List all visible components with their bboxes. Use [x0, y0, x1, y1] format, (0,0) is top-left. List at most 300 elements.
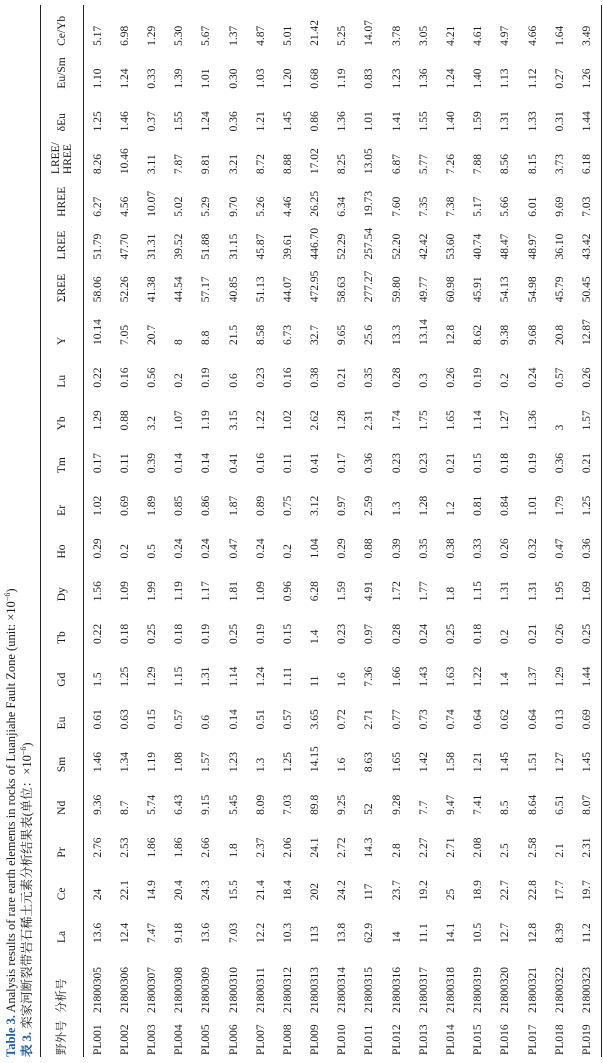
caption-text-en: Analysis results of rare earth elements in rocks of Luanjiahe Fault Zone (unit: ×10: [4, 601, 18, 1013]
table-cell: 1.25: [573, 475, 601, 518]
table-cell: PL003: [145, 1024, 158, 1055]
table-cell: 1.2: [445, 501, 458, 516]
table-cell: 1.20: [281, 68, 294, 89]
table-cell: 36.10: [553, 233, 566, 260]
column-header: 分析号: [41, 945, 84, 1015]
table-cell: 0.19: [254, 623, 267, 644]
table-cell: 0.36: [227, 111, 240, 132]
table-cell: PL019: [573, 1015, 601, 1057]
table-cell: 0.18: [472, 623, 485, 644]
table-cell: 0.96: [281, 581, 294, 602]
table-cell: 21.5: [227, 324, 240, 345]
table-cell: 22.8: [526, 880, 539, 901]
table-cell: 1.03: [254, 68, 267, 89]
table-row: [546, 5, 573, 1057]
table-cell: 2.27: [417, 837, 430, 858]
table-cell: 21800314: [336, 967, 349, 1013]
table-cell: 9.68: [526, 324, 539, 345]
table-cell: 1.21: [472, 752, 485, 773]
table-cell: 0.5: [145, 544, 158, 559]
table-cell: 0.19: [472, 367, 485, 388]
table-cell: 2.08: [472, 837, 485, 858]
table-cell: 0.11: [118, 453, 131, 474]
table-cell: 2.71: [363, 709, 376, 730]
table-cell: 8.07: [573, 774, 601, 817]
column-header: Dy: [41, 561, 84, 604]
table-row: [383, 5, 410, 1057]
table-cell: 45.91: [472, 276, 485, 303]
table-cell: 0.2: [281, 544, 294, 559]
table-cell: 53.60: [445, 233, 458, 260]
ree-results-table: [40, 5, 602, 1057]
table-cell: 0.64: [472, 709, 485, 730]
table-cell: 0.25: [445, 623, 458, 644]
table-cell: 9.65: [336, 324, 349, 345]
table-cell: 1.19: [336, 68, 349, 89]
table-cell: 1.02: [91, 495, 104, 516]
table-cell: 0.16: [254, 452, 267, 474]
table-cell: 3.15: [227, 410, 240, 431]
table-cell: 8.8: [200, 330, 213, 345]
table-cell: 1.39: [173, 68, 186, 89]
table-cell: 13.6: [91, 922, 104, 943]
table-cell: 40.85: [227, 276, 240, 303]
table-cell: 0.15: [281, 623, 294, 644]
table-cell: 6.27: [91, 196, 104, 217]
table-cell: 2.53: [118, 837, 131, 858]
table-cell: 4.91: [363, 581, 376, 602]
table-cell: 2.62: [309, 410, 322, 431]
table-cell: 1.22: [254, 410, 267, 431]
table-cell: PL010: [336, 1024, 349, 1055]
table-cell: 1.55: [417, 111, 430, 132]
table-cell: 1.65: [390, 752, 403, 773]
table-cell: 4.21: [445, 25, 458, 46]
table-cell: 1.5: [91, 672, 104, 687]
table-row: [84, 5, 112, 1057]
table-cell: 1.24: [118, 68, 131, 89]
table-cell: 1.66: [390, 666, 403, 687]
table-cell: 2.58: [526, 837, 539, 858]
table-cell: 9.25: [336, 794, 349, 815]
table-cell: 0.13: [553, 709, 566, 730]
table-cell: 23.7: [390, 880, 403, 901]
table-cell: 1.46: [118, 111, 131, 132]
table-cell: 1.12: [526, 68, 539, 89]
table-cell: 7.60: [390, 196, 403, 217]
table-cell: 21800320: [499, 967, 512, 1013]
table-cell: 10.5: [472, 922, 485, 943]
table-cell: 52.26: [118, 276, 131, 303]
table-cell: 0.89: [254, 495, 267, 516]
table-cell: 5.25: [336, 25, 349, 46]
caption-text-zh: 栾家河断裂带岩石稀土元素分析结果表(单位：×10: [20, 755, 34, 1029]
column-header: Yb: [41, 390, 84, 433]
table-cell: PL009: [309, 1024, 322, 1055]
caption-unit-exponent-zh: −6: [18, 746, 28, 756]
table-cell: 1.29: [91, 410, 104, 431]
column-header: Gd: [41, 646, 84, 689]
table-cell: 2.1: [553, 843, 566, 858]
table-cell: 12.2: [254, 922, 267, 943]
table-cell: 0.39: [390, 538, 403, 559]
table-cell: 24: [91, 888, 104, 901]
table-cell: 1.42: [417, 752, 430, 773]
table-row: [220, 5, 247, 1057]
table-cell: 5.17: [472, 196, 485, 217]
table-cell: 0.25: [145, 623, 158, 644]
table-cell: 1.86: [145, 837, 158, 858]
table-cell: 12.4: [118, 922, 131, 943]
table-cell: 1.64: [553, 25, 566, 46]
table-cell: 8.26: [91, 153, 104, 175]
table-cell: 1.99: [145, 581, 158, 602]
table-cell: 0.3: [417, 373, 430, 388]
table-cell: 21800308: [173, 967, 186, 1013]
table-cell: 1.65: [445, 410, 458, 431]
table-cell: 1.75: [417, 410, 430, 431]
table-cell: 5.02: [173, 196, 186, 217]
table-cell: 1.45: [281, 111, 294, 132]
table-cell: 0.25: [227, 623, 240, 644]
table-cell: 54.98: [526, 276, 539, 303]
table-cell: 0.6: [200, 715, 213, 730]
table-cell: 8.7: [118, 800, 131, 815]
column-header: ΣREE: [41, 262, 84, 305]
table-cell: 21800311: [254, 967, 267, 1013]
table-cell: PL016: [499, 1024, 512, 1055]
table-cell: 0.15: [145, 709, 158, 730]
table-cell: 2.76: [91, 837, 104, 858]
table-cell: 13.6: [200, 922, 213, 943]
table-cell: 21800306: [118, 967, 131, 1013]
table-cell: 0.36: [363, 452, 376, 474]
table-cell: 0.28: [390, 623, 403, 644]
table-cell: 19.2: [417, 880, 430, 901]
table-cell: PL008: [281, 1024, 294, 1055]
table-cell: 7.35: [417, 196, 430, 217]
table-cell: 51.88: [200, 233, 213, 260]
table-cell: 1.95: [553, 581, 566, 602]
table-cell: 11: [309, 675, 322, 687]
table-cell: 52.29: [336, 233, 349, 260]
table-cell: 44.54: [173, 276, 186, 303]
table-cell: 0.23: [336, 623, 349, 644]
table-cell: 3: [553, 424, 566, 431]
table-cell: 1.59: [336, 581, 349, 602]
table-caption: [4, 7, 35, 1057]
table-cell: 5.74: [145, 794, 158, 815]
table-cell: 0.26: [499, 538, 512, 559]
caption-english: [4, 7, 19, 1057]
table-row: [111, 5, 138, 1057]
table-cell: 10.3: [281, 922, 294, 943]
table-cell: 0.72: [336, 709, 349, 730]
caption-label-en: Table 3.: [4, 1015, 18, 1057]
table-cell: 0.63: [118, 709, 131, 730]
table-cell: 0.23: [390, 452, 403, 474]
table-cell: 8.88: [281, 153, 294, 175]
table-cell: 1.29: [145, 25, 158, 46]
table-cell: 1.27: [499, 410, 512, 431]
table-row: [247, 5, 274, 1057]
table-cell: 6.98: [118, 25, 131, 46]
table-cell: 0.16: [118, 367, 131, 388]
table-cell: 43.42: [573, 219, 601, 262]
caption-chinese: [19, 7, 35, 1057]
table-cell: 1.63: [445, 666, 458, 687]
table-cell: 0.83: [363, 68, 376, 89]
table-cell: 0.19: [200, 623, 213, 644]
column-header: Er: [41, 475, 84, 518]
table-cell: 0.81: [472, 495, 485, 516]
table-cell: 1.27: [553, 752, 566, 773]
table-cell: 8.09: [254, 794, 267, 815]
table-cell: 21800315: [363, 967, 376, 1013]
table-cell: 1.6: [336, 757, 349, 773]
table-row: [138, 5, 165, 1057]
table-cell: 14.1: [445, 922, 458, 943]
table-cell: 3.78: [390, 25, 403, 46]
column-header: δEu: [41, 91, 84, 134]
table-cell: 21800313: [309, 967, 322, 1013]
table-cell: 1.23: [390, 68, 403, 89]
table-cell: 0.24: [417, 623, 430, 644]
table-cell: 31.31: [145, 233, 158, 260]
table-cell: 60.98: [445, 276, 458, 303]
column-header: Eu: [41, 689, 84, 732]
table-cell: 202: [309, 883, 322, 901]
table-cell: 59.80: [390, 276, 403, 303]
table-cell: 1.34: [118, 752, 131, 773]
table-cell: 0.57: [173, 709, 186, 730]
table-cell: 1.36: [526, 410, 539, 431]
table-row: [329, 5, 356, 1057]
table-cell: 1.25: [91, 111, 104, 132]
table-cell: 7.26: [445, 153, 458, 175]
table-cell: 1.45: [573, 731, 601, 774]
table-cell: 21800309: [200, 967, 213, 1013]
table-cell: 0.41: [309, 452, 322, 474]
table-cell: 2.06: [281, 837, 294, 858]
table-cell: 6.28: [309, 581, 322, 602]
table-cell: 277.27: [363, 270, 376, 303]
table-cell: 10.07: [145, 190, 158, 217]
table-cell: 1.37: [227, 25, 240, 46]
table-cell: 1.02: [281, 410, 294, 431]
table-cell: PL018: [553, 1024, 566, 1055]
table-cell: 0.88: [363, 538, 376, 559]
column-header: Tb: [41, 603, 84, 646]
table-cell: 0.2: [118, 544, 131, 559]
table-cell: 2.72: [336, 837, 349, 858]
table-cell: 0.86: [200, 495, 213, 516]
table-cell: 257.54: [363, 227, 376, 260]
table-cell: 1.57: [200, 752, 213, 773]
table-cell: 8: [173, 339, 186, 345]
table-cell: 0.26: [445, 367, 458, 388]
table-cell: 8.39: [553, 922, 566, 943]
table-cell: 6.34: [336, 196, 349, 217]
table-cell: 1.09: [254, 581, 267, 602]
table-cell: 1.01: [526, 495, 539, 516]
table-cell: 24.2: [336, 880, 349, 901]
table-cell: 5.66: [499, 196, 512, 217]
table-row: [573, 5, 601, 1057]
table-cell: 0.77: [390, 709, 403, 730]
table-cell: 1.4: [309, 629, 322, 644]
table-row: [519, 5, 546, 1057]
table-cell: 0.16: [281, 367, 294, 388]
table-cell: 2.31: [363, 410, 376, 431]
table-cell: 2.66: [200, 837, 213, 858]
table-cell: 8.25: [336, 153, 349, 175]
table-cell: 13.3: [390, 324, 403, 345]
table-cell: 3.49: [573, 5, 601, 48]
table-cell: 1.04: [309, 538, 322, 559]
table-cell: 48.97: [526, 233, 539, 260]
table-cell: 52.20: [390, 233, 403, 260]
table-cell: 47.70: [118, 233, 131, 260]
table-cell: 42.42: [417, 233, 430, 260]
table-cell: 0.18: [173, 623, 186, 644]
table-cell: 1.17: [200, 581, 213, 602]
table-cell: 1.13: [499, 68, 512, 89]
table-cell: PL004: [173, 1024, 186, 1055]
table-row: [356, 5, 383, 1057]
table-cell: 1.23: [227, 752, 240, 773]
table-cell: 52: [363, 803, 376, 815]
table-cell: 0.14: [200, 452, 213, 474]
table-cell: 1.26: [573, 48, 601, 91]
table-cell: 2.8: [390, 843, 403, 858]
table-cell: 12.8: [526, 922, 539, 943]
table-cell: 1.79: [553, 495, 566, 516]
table-cell: 1.33: [526, 111, 539, 132]
table-row: [274, 5, 301, 1057]
column-header: Ce/Yb: [41, 5, 84, 48]
table-cell: 1.51: [526, 752, 539, 773]
column-header: Lu: [41, 347, 84, 390]
table-cell: PL006: [227, 1024, 240, 1055]
table-cell: 22.1: [118, 880, 131, 901]
table-cell: 0.38: [309, 367, 322, 388]
table-cell: 0.2: [499, 629, 512, 644]
caption-label-zh: 表 3.: [20, 1031, 34, 1057]
table-cell: 5.30: [173, 25, 186, 46]
table-cell: 51.79: [91, 233, 104, 260]
table-cell: 1.01: [200, 68, 213, 89]
table-cell: 39.61: [281, 233, 294, 260]
table-cell: 32.7: [309, 324, 322, 345]
table-cell: 7.88: [472, 153, 485, 175]
table-cell: 0.88: [118, 410, 131, 431]
table-cell: 2.59: [363, 495, 376, 516]
table-cell: 0.64: [526, 709, 539, 730]
table-cell: 7.03: [281, 794, 294, 815]
table-cell: 0.26: [573, 347, 601, 390]
column-header: La: [41, 902, 84, 945]
table-cell: 0.14: [227, 709, 240, 730]
table-cell: 0.33: [145, 68, 158, 89]
table-cell: 39.52: [173, 233, 186, 260]
table-cell: 0.24: [254, 538, 267, 559]
table-cell: 1.69: [573, 561, 601, 604]
table-row: [410, 5, 437, 1057]
table-cell: 11.2: [573, 902, 601, 945]
table-cell: 1.74: [390, 410, 403, 431]
table-cell: 1.09: [118, 581, 131, 602]
table-cell: 0.33: [472, 538, 485, 559]
table-cell: 8.5: [499, 800, 512, 815]
table-cell: 0.41: [227, 452, 240, 474]
caption-unit-exponent-en: −6: [2, 592, 12, 602]
table-cell: 0.21: [526, 623, 539, 644]
table-cell: 9.81: [200, 153, 213, 175]
table-cell: 0.36: [573, 518, 601, 561]
table-cell: 1.25: [118, 666, 131, 687]
table-cell: 45.87: [254, 233, 267, 260]
table-row: [492, 5, 519, 1057]
table-cell: 45.79: [553, 276, 566, 303]
table-cell: 1.19: [200, 410, 213, 431]
table-cell: 0.24: [526, 367, 539, 388]
table-cell: 58.06: [91, 276, 104, 303]
table-cell: 1.15: [472, 581, 485, 602]
table-cell: 14: [390, 931, 403, 943]
column-header: LREE/ HREE: [41, 133, 84, 176]
table-cell: 472.95: [309, 270, 322, 303]
table-cell: 0.35: [363, 367, 376, 388]
table-cell: 0.35: [417, 538, 430, 559]
table-cell: 7.87: [173, 153, 186, 175]
table-cell: 1.07: [173, 410, 186, 431]
table-cell: 4.56: [118, 196, 131, 217]
table-cell: 0.24: [200, 538, 213, 559]
table-cell: 0.22: [91, 623, 104, 644]
table-cell: 0.14: [173, 452, 186, 474]
table-cell: 22.7: [499, 880, 512, 901]
table-row: [465, 5, 492, 1057]
table-cell: 3.11: [145, 154, 158, 175]
table-cell: 0.47: [553, 538, 566, 559]
table-cell: 4.66: [526, 25, 539, 46]
table-cell: 1.19: [145, 752, 158, 773]
table-cell: 0.31: [553, 111, 566, 132]
table-cell: 40.74: [472, 233, 485, 260]
table-cell: 0.21: [573, 432, 601, 475]
table-cell: 21800317: [417, 967, 430, 1013]
table-cell: 0.38: [445, 538, 458, 559]
column-header: LREE: [41, 219, 84, 262]
table-cell: 0.6: [227, 373, 240, 388]
table-cell: 1.31: [499, 111, 512, 132]
table-cell: 0.21: [445, 452, 458, 474]
table-row: [166, 5, 193, 1057]
table-cell: 0.32: [526, 538, 539, 559]
table-cell: 19.7: [573, 860, 601, 903]
table-cell: 1.31: [200, 666, 213, 687]
column-header: Tm: [41, 432, 84, 475]
table-cell: 5.01: [281, 25, 294, 46]
table-cell: 0.25: [573, 603, 601, 646]
table-cell: 6.18: [573, 133, 601, 176]
table-cell: 2.31: [573, 817, 601, 860]
column-header: HREE: [41, 176, 84, 219]
table-cell: 1.43: [417, 666, 430, 687]
table-cell: 1.89: [145, 495, 158, 516]
table-cell: 5.77: [417, 153, 430, 175]
